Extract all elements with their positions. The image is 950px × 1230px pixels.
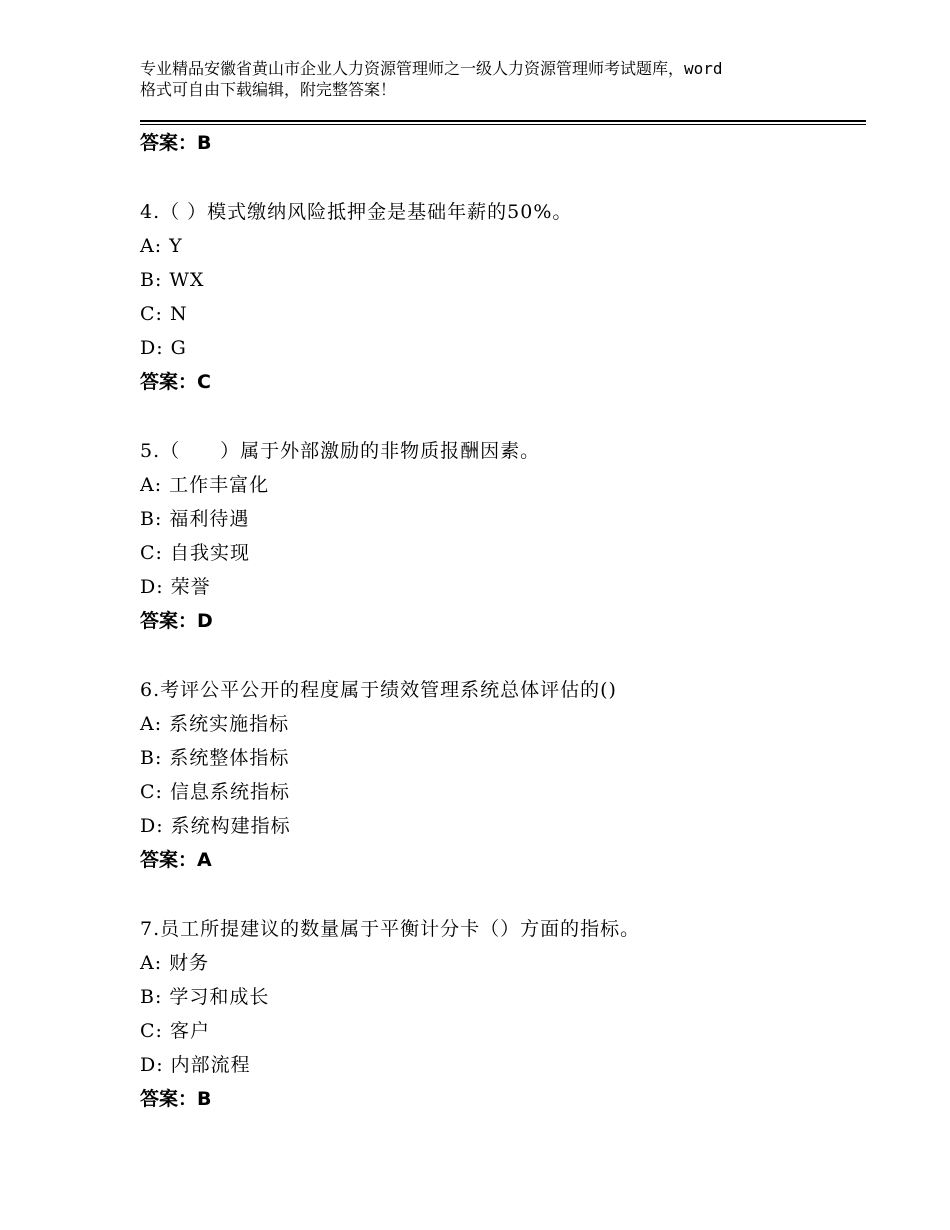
option-d: D: G: [140, 337, 187, 359]
question-stem: 6.考评公平公开的程度属于绩效管理系统总体评估的(): [140, 679, 617, 701]
option-b: B: WX: [140, 269, 205, 291]
option-b: B: 学习和成长: [140, 986, 270, 1008]
option-d: D: 内部流程: [140, 1054, 251, 1076]
answer-line: 答案：B: [140, 132, 212, 154]
answer-line: 答案：B: [140, 1088, 212, 1110]
header-rule-thick: [140, 120, 866, 122]
option-d: D: 系统构建指标: [140, 815, 291, 837]
option-b: B: 福利待遇: [140, 508, 250, 530]
option-c: C: N: [140, 303, 188, 325]
option-b: B: 系统整体指标: [140, 747, 290, 769]
answer-line: 答案：C: [140, 371, 211, 393]
option-a: A: 工作丰富化: [140, 474, 270, 496]
option-a: A: Y: [140, 235, 183, 257]
option-a: A: 财务: [140, 952, 210, 974]
answer-line: 答案：A: [140, 849, 212, 871]
question-stem: 5.（ ）属于外部激励的非物质报酬因素。: [140, 440, 541, 462]
question-stem: 4.（ ）模式缴纳风险抵押金是基础年薪的50%。: [140, 201, 573, 223]
option-c: C: 信息系统指标: [140, 781, 290, 803]
option-a: A: 系统实施指标: [140, 713, 290, 735]
option-c: C: 客户: [140, 1020, 210, 1042]
answer-line: 答案：D: [140, 610, 213, 632]
document-header: [140, 58, 840, 100]
header-rule-thin: [140, 124, 866, 125]
header-line-1: 专业精品安徽省黄山市企业人力资源管理师之一级人力资源管理师考试题库，word: [140, 59, 723, 78]
header-line-2: 格式可自由下载编辑，附完整答案！: [140, 80, 397, 99]
option-c: C: 自我实现: [140, 542, 250, 564]
option-d: D: 荣誉: [140, 576, 211, 598]
question-stem: 7.员工所提建议的数量属于平衡计分卡（）方面的指标。: [140, 918, 641, 940]
